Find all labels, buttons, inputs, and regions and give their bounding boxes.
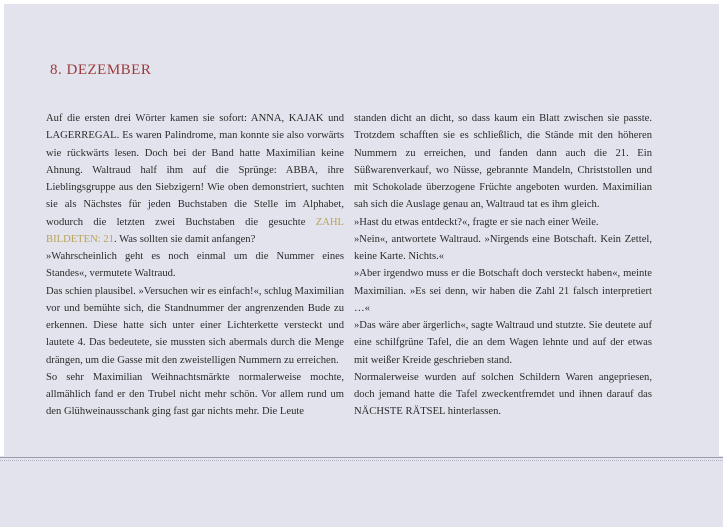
page-footer-area [0, 456, 723, 527]
paragraph: So sehr Maximilian Weihnachtsmärkte normalerweise mochte, allmählich fand er den Trubel nicht mehr schön. Vor allem rund um den Glühweinausschank ging fast gar nichts mehr. Die Leute [46, 371, 344, 418]
paragraph: »Nein«, antwortete Waltraud. »Nirgends eine Botschaft. Kein Zettel, keine Karte. Nichts.« [354, 233, 652, 262]
chapter-title: 8. DEZEMBER [50, 62, 152, 78]
right-text-column [354, 110, 652, 421]
paragraph: Das schien plausibel. »Versuchen wir es einfach!«, schlug Maximilian vor und bemühte sich, die Standnummer der angrenzenden Bude zu erkennen. Diese hatte sich unter einer Lichterkette versteckt und lautete 4. Das bedeutete, sie mussten sich abermals durch die Menge drängen, um die Gasse mit den zweistelligen Nummern zu erreichen. [46, 285, 344, 366]
paragraph: »Wahrscheinlich geht es noch einmal um die Nummer eines Standes«, vermutete Waltraud. [46, 251, 344, 280]
paragraph: »Aber irgendwo muss er die Botschaft doch versteckt haben«, meinte Maximilian. »Es sei denn, wir haben die Zahl 21 falsch interpretiert …« [354, 268, 652, 314]
page-divider [0, 457, 723, 458]
paragraph: standen dicht an dicht, so dass kaum ein Blatt zwischen sie passte. Trotzdem schafften sie es schließlich, die Stände mit den höheren Nummern zu erreichen, und fanden dann auch die 21. Ein Süßwarenverkauf, wo Nüsse, gebrannte Mandeln, Christstollen und mit Schokolade überzogene Früchte angeboten wurden. Maximilian sah sich die Auslage genau an, Waltraud tat es ihm gleich. [354, 113, 652, 211]
paragraph: »Hast du etwas entdeckt?«, fragte er sie nach einer Weile. [354, 216, 599, 228]
paragraph [46, 110, 344, 248]
page-divider-dotted [0, 460, 723, 461]
paragraph-text: Auf die ersten drei Wörter kamen sie sofort: ANNA, KAJAK und LAGERREGAL. Es waren Palindrome, man konnte sie also vorwärts wie rückwärts lesen. Doch bei der Band hatte Maximilian keine Ahnung. Waltraud half ihm auf die Sprünge: ABBA, ihre Lieblingsgruppe aus den Siebzigern! Wie oben demonstriert, suchten sie als Nächstes für jeden Buchstaben die Stelle im Alphabet, wodurch die letzten zwei Buchstaben die gesuchte [46, 113, 344, 228]
paragraph: Normalerweise wurden auf solchen Schildern Waren angepriesen, doch jemand hatte die Tafel zweckentfremdet und ihnen darauf das NÄCHSTE RÄTSEL hinterlassen. [354, 371, 652, 418]
left-text-column [46, 110, 344, 421]
paragraph: »Das wäre aber ärgerlich«, sagte Waltraud und stutzte. Sie deutete auf eine schilfgrüne Tafel, die an dem Wagen lehnte und auf der etwas mit weißer Kreide geschrieben stand. [354, 320, 652, 366]
paragraph-text: . Was sollten sie damit anfangen? [113, 233, 256, 245]
highlighted-phrase: ZAHL BILDETEN: 21 [46, 216, 344, 245]
